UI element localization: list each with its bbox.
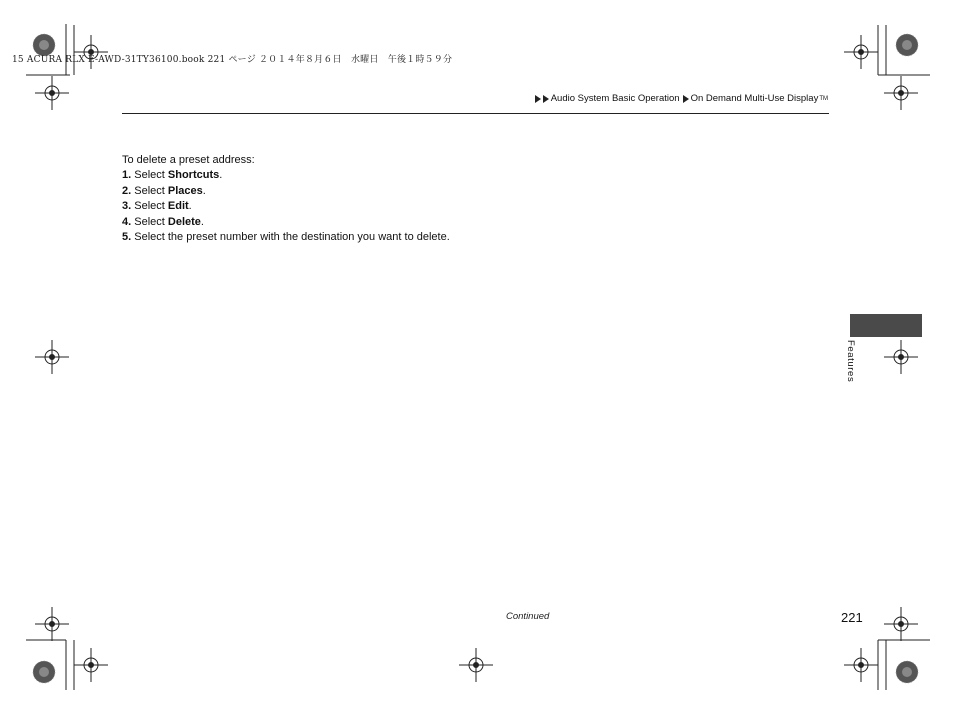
instructions (122, 153, 450, 245)
step-keyword: Edit (167, 200, 189, 213)
step-keyword: Delete (167, 215, 201, 228)
breadcrumb-section: Audio System Basic Operation (550, 93, 680, 104)
print-header: 15 ACURA RLX E-AWD-31TY36100.book 221 ページ ２０１４年８月６日 水曜日 午後１時５９分 (12, 55, 453, 65)
breadcrumb-arrow-icon (543, 95, 549, 103)
header-rule (122, 113, 829, 114)
section-tab-label: Features (845, 340, 856, 383)
step-1: 1. Select Shortcuts. (122, 169, 223, 182)
step-5: 5. Select the preset number with the destination you want to delete. (122, 231, 450, 244)
crosshair-targets (35, 35, 918, 682)
breadcrumb-arrow-icon (535, 95, 541, 103)
trademark-symbol: TM (819, 95, 828, 102)
step-keyword: Places (167, 184, 203, 197)
breadcrumb (535, 93, 828, 104)
page-number: 221 (841, 610, 863, 625)
step-2: 2. Select Places. (122, 184, 206, 197)
sunburst-marks (33, 34, 918, 683)
step-3: 3. Select Edit. (122, 200, 192, 213)
step-4: 4. Select Delete. (122, 215, 204, 228)
step-keyword: Shortcuts (167, 169, 220, 182)
breadcrumb-arrow-icon (683, 95, 689, 103)
continued-label: Continued (506, 611, 550, 622)
section-tab (850, 314, 922, 337)
breadcrumb-subsection: On Demand Multi-Use Display (690, 93, 819, 104)
intro-text: To delete a preset address: (122, 154, 255, 166)
